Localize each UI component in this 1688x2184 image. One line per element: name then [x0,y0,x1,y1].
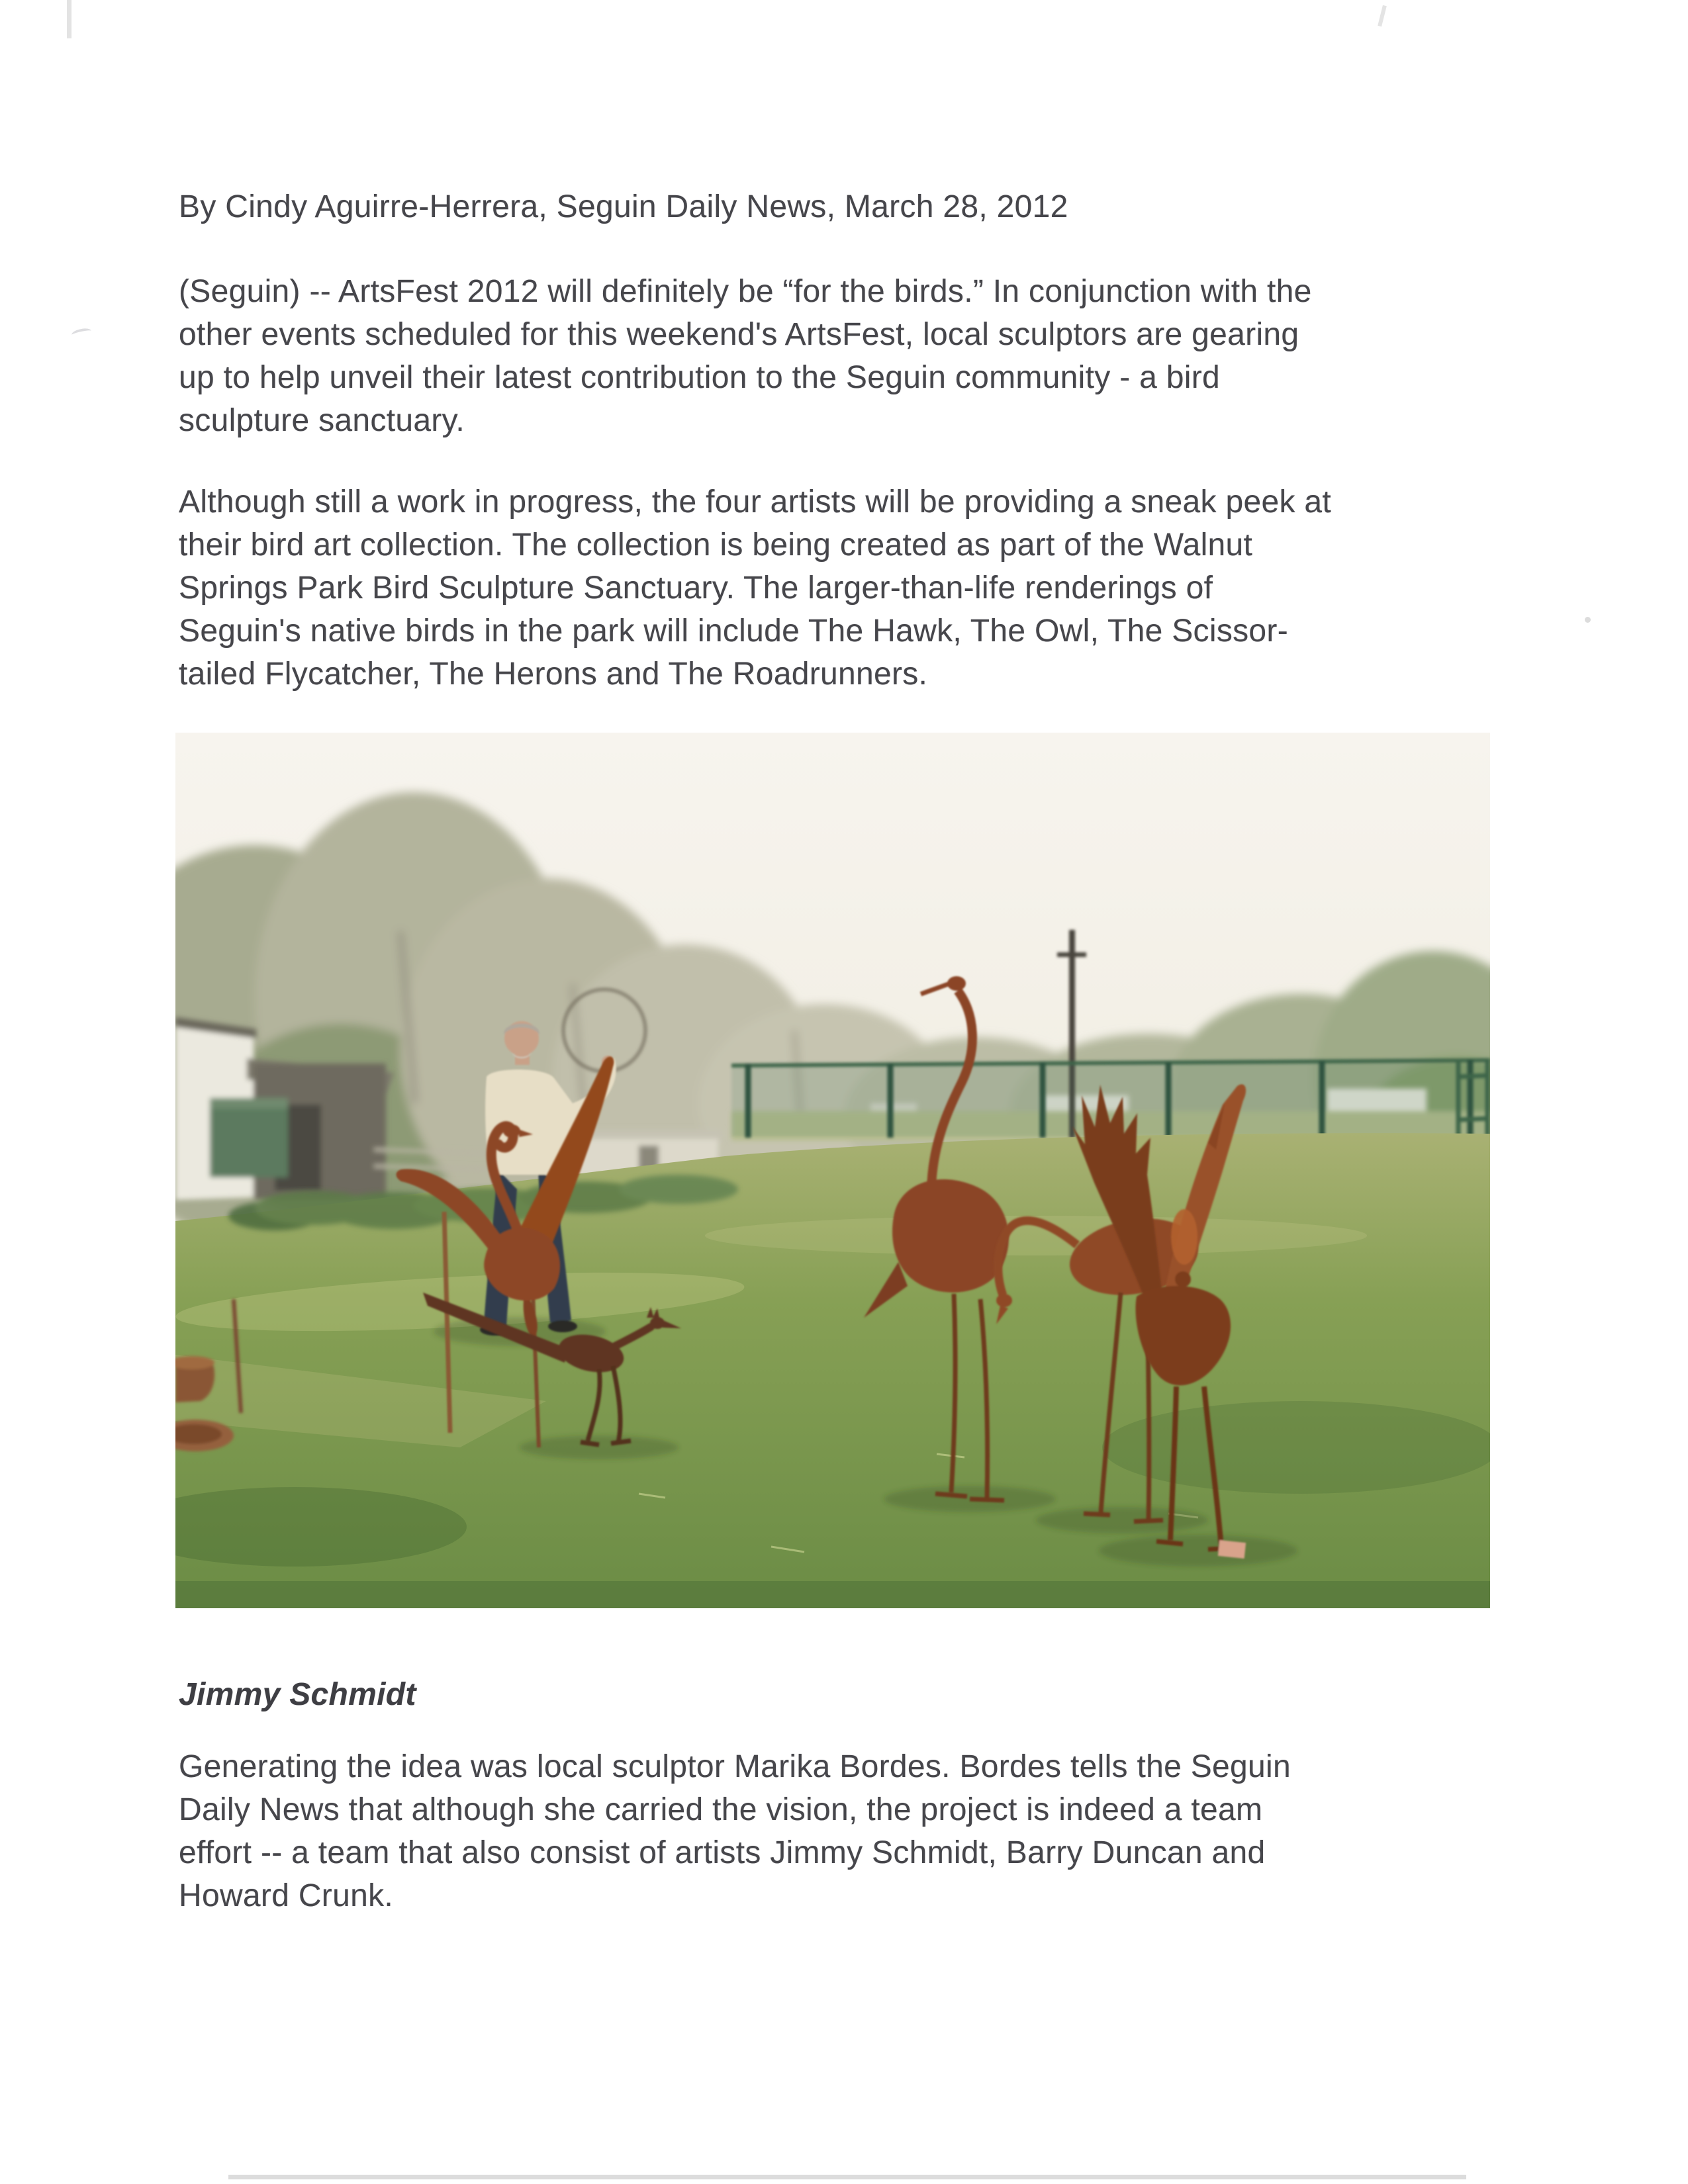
scan-artifact-left-margin [71,327,92,339]
paragraph-1-line: other events scheduled for this weekend's ArtsFest, local sculptors are gearing [179,317,1299,352]
scan-artifact-bottom-edge [228,2175,1466,2179]
paragraph-2-line: Although still a work in progress, the four artists will be providing a sneak peek at [179,484,1332,520]
paragraph-3-line: Generating the idea was local sculptor Marika Bordes. Bordes tells the Seguin [179,1749,1291,1784]
article-photo-illustration [175,733,1490,1608]
paragraph-2-line: tailed Flycatcher, The Herons and The Roadrunners. [179,657,928,692]
scan-artifact-top-left [67,0,71,38]
paragraph-3-line: Howard Crunk. [179,1878,394,1913]
paragraph-3 [179,1745,1496,1917]
byline: By Cindy Aguirre-Herrera, Seguin Daily News, March 28, 2012 [179,189,1068,224]
paragraph-2 [179,480,1496,696]
paragraph-3-line: Daily News that although she carried the vision, the project is indeed a team [179,1792,1263,1827]
paragraph-1-line: (Seguin) -- ArtsFest 2012 will definitely be “for the birds.” In conjunction with the [179,274,1312,309]
paragraph-2-line: their bird art collection. The collection is being created as part of the Walnut [179,527,1253,563]
paragraph-2-line: Seguin's native birds in the park will include The Hawk, The Owl, The Scissor- [179,614,1288,649]
paragraph-2-line: Springs Park Bird Sculpture Sanctuary. The larger-than-life renderings of [179,570,1213,606]
photo-caption: Jimmy Schmidt [179,1677,416,1712]
paragraph-1-line: sculpture sanctuary. [179,403,465,438]
scan-artifact-right-dot [1585,617,1591,623]
paragraph-3-line: effort -- a team that also consist of artists Jimmy Schmidt, Barry Duncan and [179,1835,1266,1870]
paragraph-1 [179,270,1496,442]
paragraph-1-line: up to help unveil their latest contribution to the Seguin community - a bird [179,360,1221,395]
scan-artifact-top-right [1378,5,1387,27]
article-photo [175,733,1490,1608]
